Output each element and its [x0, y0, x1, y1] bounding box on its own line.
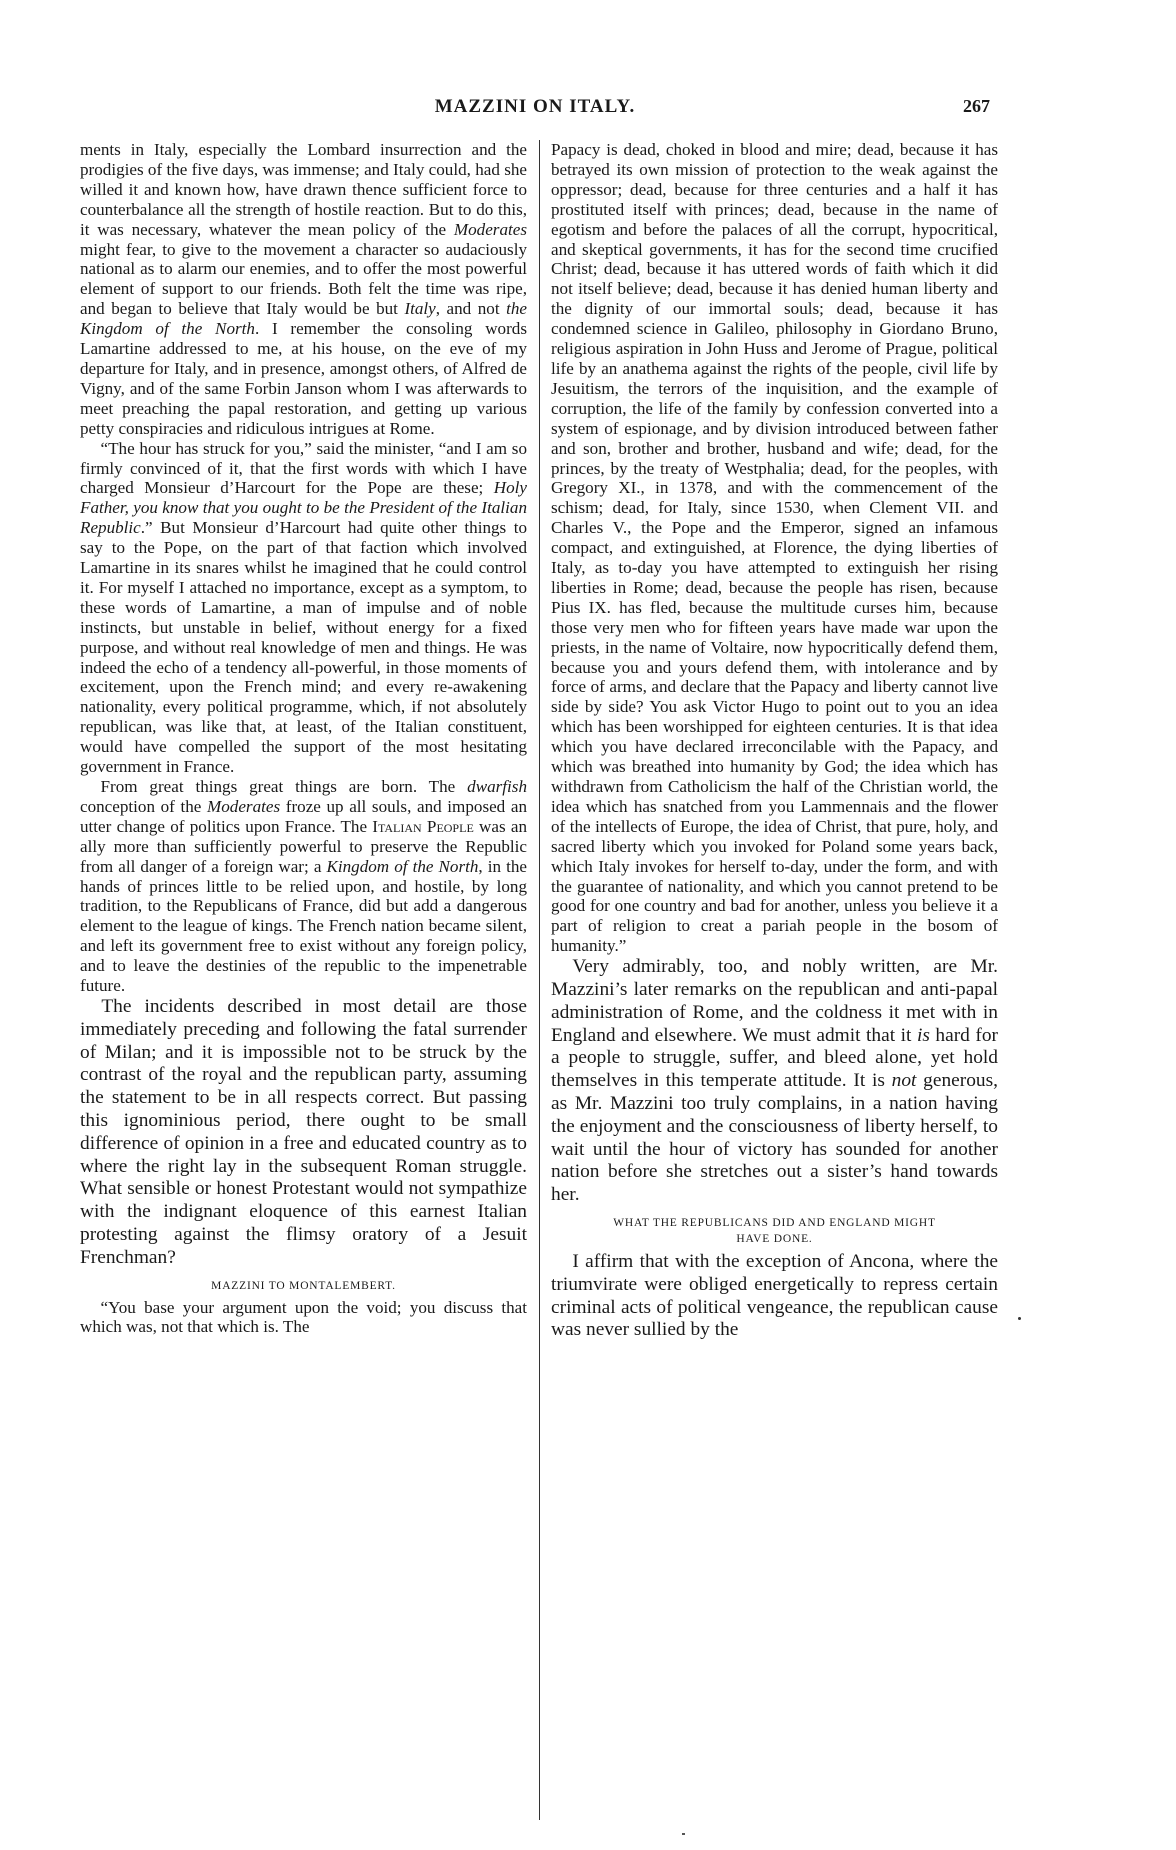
- text-run: “The hour has struck for you,” said the minister, “and I am so firmly convinced of it, that the first words with which I have charged Monsieur d’Harcourt for the Pope are these;: [80, 438, 527, 498]
- text-run: .” But Monsieur d’Harcourt had quite other things to say to the Pope, on the part of that faction which involved Lamartine in its snares whilst he imagined that he could control it. For myself I attached no importance, except as a symptom, to these words of Lamartine, a man of impulse and of noble instincts, but unstable in belief, without energy for a fixed purpose, and without real knowledge of men and things. He was indeed the echo of a tendency all-powerful, in those moments of excitement, upon the French mind; and every re-awakening nationality, every political programme, which, if not absolutely republican, was like that, at least, of the Italian constituent, would have compelled the support of the most hesitating government in France.: [80, 518, 527, 777]
- italic-run: Moderates: [207, 796, 281, 816]
- left-paragraph-1: [80, 140, 527, 439]
- left-paragraph-5: “You base your argument upon the void; you discuss that which was, not that which is. The: [80, 1297, 527, 1337]
- italic-run: not: [891, 1070, 917, 1092]
- left-column: [80, 140, 527, 1820]
- italic-run: Moderates: [453, 219, 527, 239]
- text-run: might fear, to give to the movement a character so audaciously national as to alarm our enemies, and to offer the most powerful element of support to our friends. Both felt the time was ripe, and began to believe that Italy would be but: [80, 239, 527, 319]
- italic-run: Italy: [404, 299, 436, 319]
- margin-mark: [1018, 1317, 1021, 1320]
- left-paragraph-3: [80, 777, 527, 996]
- italic-run: Kingdom of the North: [326, 856, 479, 876]
- text-run: . I remember the consoling words Lamartine addressed to me, at his house, on the eve of my departure for Italy, and in presence, amongst others, of Alfred de Vigny, and of the same Forbin Janson whom I was afterwards to meet preaching the papal restoration, and getting up various petty conspiracies and ridiculous intrigues at Rome.: [80, 319, 527, 438]
- italic-run: dwarfish: [467, 777, 527, 796]
- page-header: [80, 96, 990, 124]
- text-run: , in the hands of princes little to be relied upon, and hostile, by long tradition, to the Republicans of France, did but add a dangerous element to the league of kings. The French nation became silent, and left its government free to exist without any foreign policy, and to leave the destinies of the republic to the impenetrable future.: [80, 856, 527, 996]
- text-run: was an ally more than sufficiently powerful to preserve the Republic from all danger of a foreign war; a: [80, 816, 527, 876]
- right-paragraph-3: I affirm that with the exception of Ancona, where the triumvirate were obliged energetically to repress certain criminal acts of political vengeance, the republican cause was never sullied by the: [551, 1250, 998, 1341]
- italic-run: is: [916, 1024, 930, 1046]
- right-column: [551, 140, 998, 1820]
- text-run: From great things great things are born. The: [100, 777, 468, 796]
- left-paragraph-4: The incidents described in most detail are those immediately preceding and following the fatal surrender of Milan; and it is impossible not to be struck by the contrast of the royal and the republican party, assuming the statement to be in all respects correct. But passing this ignominious period, there ought to be small difference of opinion in a free and educated country as to where the right lay in the subsequent Roman struggle. What sensible or honest Protestant would not sympathize with the indignant eloquence of this earnest Italian protesting against the flimsy oratory of a Jesuit Frenchman?: [80, 995, 527, 1268]
- running-title: MAZZINI ON ITALY.: [434, 96, 636, 117]
- heading-line: HAVE DONE.: [736, 1232, 813, 1245]
- right-paragraph-1: Papacy is dead, choked in blood and mire; dead, because it has betrayed its own mission of protection to the weak against the oppressor; dead, because for three centuries and a half it has prostituted itself with princes; dead, because in the name of egotism and before the palaces of all the corrupt, hypocritical, and skeptical governments, it has for the second time crucified Christ; dead, because it has uttered words of faith which it did not itself believe; dead, because it has denied human liberty and the dignity of our immortal souls; dead, because it has condemned science in Galileo, philosophy in Giordano Bruno, religious aspiration in John Huss and Jerome of Prague, political life by an anathema against the rights of the people, civil life by Jesuitism, the terrors of the inquisition, and the example of corruption, the life of the family by confession converted into a system of espionage, and by division introduced between father and son, brother and brother, husband and wife; dead, for the princes, by the treaty of Westphalia; dead, for the peoples, with Gregory XI., in 1378, and with the commencement of the schism; dead, for Italy, since 1530, when Clement VII. and Charles V., the Pope and the Emperor, signed an infamous compact, and extinguished, at Florence, the dying liberties of Italy, as to-day you have attempted to extinguish her rising liberties in Rome; dead, because the people has risen, because Pius IX. has fled, because the multitude curses him, because those very men who for fifteen years have made war upon the priests, in the name of Voltaire, now hypocritically defend them, because you and yours defend them, with intolerance and by force of arms, and declare that the Papacy and liberty cannot live side by side? You ask Victor Hugo to point out to you an idea which has been worshipped for eighteen centuries. It is that idea which you have declared irreconcilable with the Papacy, and which was breathed into humanity by God; the idea which has withdrawn from Catholicism the half of the Christian world, the idea which has snatched from you Lammennais and the flower of the intellects of Europe, the idea of Christ, that pure, holy, and sacred liberty which you invoked for Poland some years back, which Italy invokes for herself to-day, under the form, and with the guarantee of nationality, and which you cannot pretend to be good for one country and bad for another, unless you believe it a part of religion to creat a pariah people in the bosom of humanity.”: [551, 140, 998, 956]
- right-paragraph-2: [551, 956, 998, 1207]
- page-speck: [682, 1833, 685, 1835]
- text-run: conception of the: [80, 796, 208, 816]
- left-paragraph-2: [80, 439, 527, 777]
- text-run: generous, as Mr. Mazzini too truly complains, in a nation having the enjoyment and the consciousness of liberty herself, to wait until the hour of victory has sounded for another nation before she stretches out a sister’s hand towards her.: [551, 1070, 998, 1206]
- text-run: Very admirably, too, and nobly written, are Mr. Mazzini’s later remarks on the republican and anti-papal administration of Rome, and the coldness it met with in England and elsewhere. We must admit that it: [551, 956, 998, 1046]
- smallcaps-run: Italian People: [372, 816, 474, 836]
- text-run: hard for a people to struggle, suffer, and bleed alone, yet hold themselves in this temperate attitude. It is: [551, 1024, 998, 1092]
- italic-run: Holy Father, you know that you ought to be the President of the Italian Republic: [80, 478, 527, 538]
- text-run: froze up all souls, and imposed an utter change of politics upon France. The: [80, 796, 527, 836]
- heading-line: WHAT THE REPUBLICANS DID AND ENGLAND MIGHT: [613, 1216, 936, 1229]
- column-divider: [539, 140, 540, 1820]
- section-heading: MAZZINI TO MONTALEMBERT.: [211, 1279, 396, 1292]
- section-heading: [551, 1215, 998, 1247]
- italic-run: the Kingdom of the North: [80, 299, 527, 339]
- text-run: , and not: [435, 299, 507, 319]
- page-number: 267: [963, 96, 990, 116]
- text-run: ments in Italy, especially the Lombard insurrection and the prodigies of the five days, was immense; and Italy could, had she willed it and known how, have drawn thence sufficient force to counterbalance all the strength of hostile reaction. But to do this, it was necessary, whatever the mean policy of the: [80, 140, 527, 239]
